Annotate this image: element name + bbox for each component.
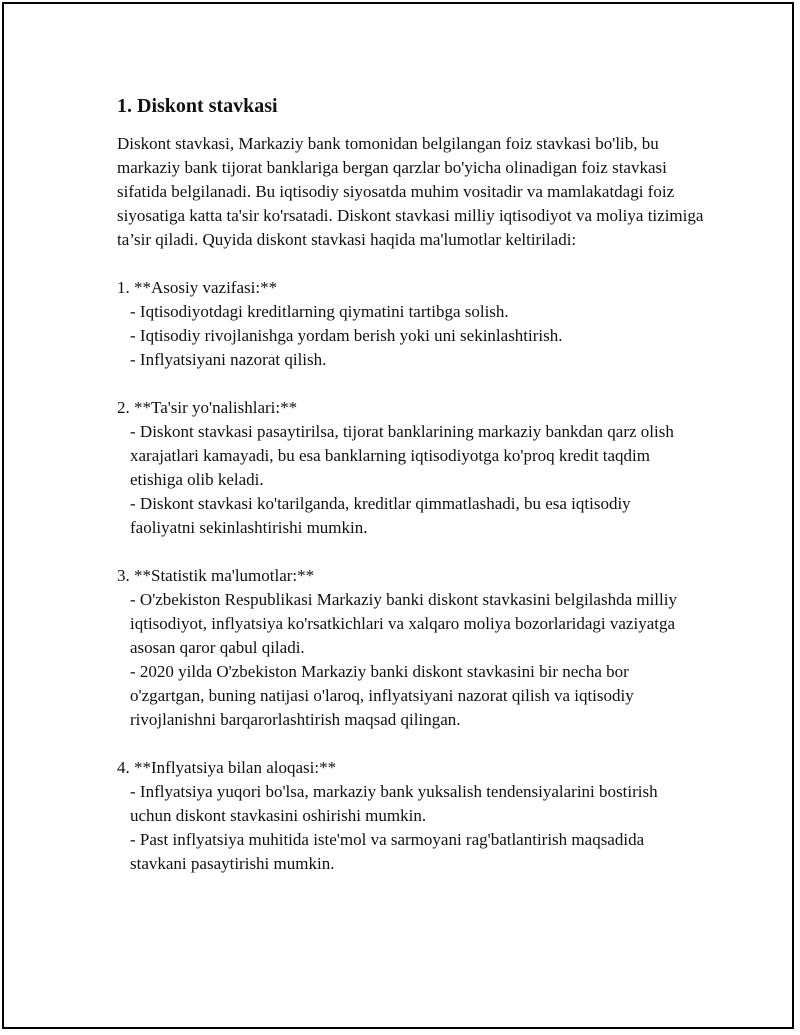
list-item: - Iqtisodiyotdagi kreditlarning qiymatini tartibga solish. — [130, 302, 509, 321]
section-main-function — [117, 276, 717, 372]
list-item: - O'zbekiston Respublikasi Markaziy banki diskont stavkasini belgilashda milliy iqtisodiyot, inflyatsiya ko'rsatkichlari va xalqaro moliya bozorlaridagi vaziyatga asosan qaror qabul qiladi. — [130, 590, 677, 657]
section-inflation-relation — [117, 756, 717, 876]
document-body — [117, 94, 717, 876]
list-item: - Diskont stavkasi pasaytirilsa, tijorat banklarining markaziy bankdan qarz olish xarajatlari kamayadi, bu esa banklarning iqtisodiyotga ko'proq kredit taqdim etishiga olib keladi. — [130, 422, 674, 489]
spacer — [117, 252, 717, 276]
section-heading: 4. **Inflyatsiya bilan aloqasi:** — [117, 758, 337, 777]
section-statistics — [117, 564, 717, 732]
section-heading: 2. **Ta'sir yo'nalishlari:** — [117, 398, 298, 417]
list-item: - Inflyatsiya yuqori bo'lsa, markaziy bank yuksalish tendensiyalarini bostirish uchun diskont stavkasini oshirishi mumkin. — [130, 782, 658, 825]
page-title: 1. Diskont stavkasi — [117, 95, 278, 117]
list-item: - Past inflyatsiya muhitida iste'mol va sarmoyani rag'batlantirish maqsadida stavkani pasaytirishi mumkin. — [130, 830, 645, 873]
spacer — [117, 540, 717, 564]
spacer — [117, 732, 717, 756]
section-impact-directions — [117, 396, 717, 540]
section-heading: 3. **Statistik ma'lumotlar:** — [117, 566, 315, 585]
spacer — [117, 372, 717, 396]
list-item: - Diskont stavkasi ko'tarilganda, kreditlar qimmatlashadi, bu esa iqtisodiy faoliyatni sekinlashtirishi mumkin. — [130, 494, 631, 537]
section-heading: 1. **Asosiy vazifasi:** — [117, 278, 278, 297]
list-item: - Inflyatsiyani nazorat qilish. — [130, 350, 327, 369]
intro-paragraph: Diskont stavkasi, Markaziy bank tomonidan belgilangan foiz stavkasi bo'lib, bu markaziy bank tijorat banklariga bergan qarzlar bo'yicha olinadigan foiz stavkasi sifatida belgilanadi. Bu iqtisodiy siyosatda muhim vositadir va mamlakatdagi foiz siyosatiga katta ta'sir ko'rsatadi. Diskont stavkasi milliy iqtisodiyot va moliya tizimiga ta’sir qiladi. Quyida diskont stavkasi haqida ma'lumotlar keltiriladi: — [117, 134, 704, 249]
list-item: - Iqtisodiy rivojlanishga yordam berish yoki uni sekinlashtirish. — [130, 326, 563, 345]
list-item: - 2020 yilda O'zbekiston Markaziy banki diskont stavkasini bir necha bor o'zgartgan, buning natijasi o'laroq, inflyatsiyani nazorat qilish va iqtisodiy rivojlanishni barqarorlashtirish maqsad qilingan. — [130, 662, 634, 729]
